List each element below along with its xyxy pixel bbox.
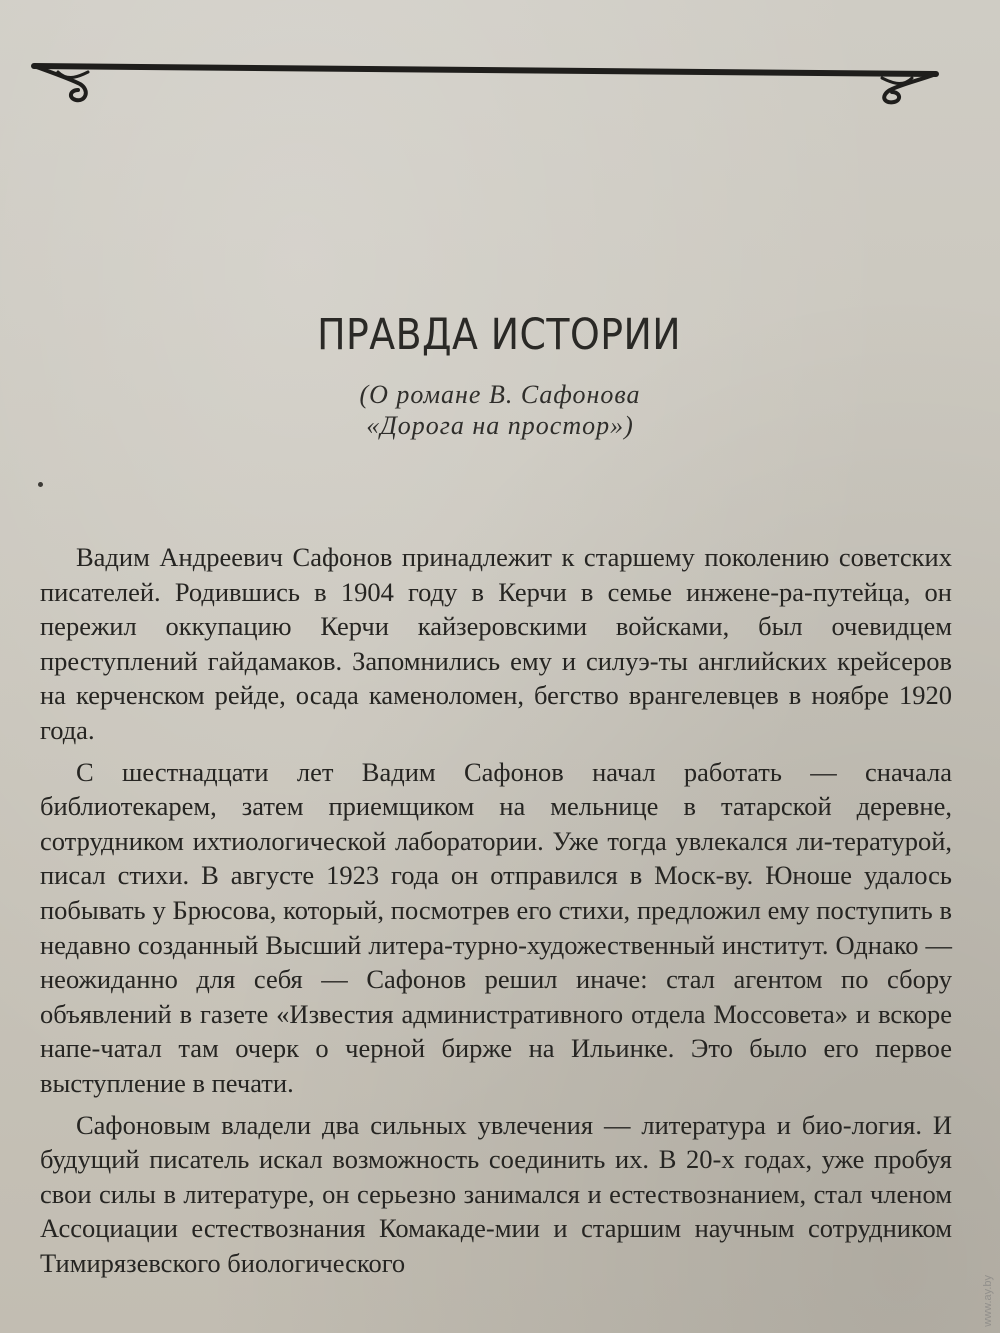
paper-speck (38, 482, 43, 487)
paragraph-3: Сафоновым владели два сильных увлечения — литература и био-логия. И будущий писатель искал возможность соединить их. В 20-х годах, уже пробуя свои силы в литературе, он серьезно занимался и естествознанием, стал членом Ассоциации естествознания Комакаде-мии и старшим научным сотрудником Тимирязевского биологического (40, 1109, 952, 1278)
watermark: www.ay.by (982, 1275, 994, 1327)
subtitle-line-1: (О романе В. Сафонова (359, 380, 641, 409)
paragraph-2: С шестнадцати лет Вадим Сафонов начал работать — сначала библиотекарем, затем приемщиком на мельнице в татарской деревне, сотрудником ихтиологической лаборатории. Уже тогда увлекался ли-тературой, писал стихи. В августе 1923 года он отправился в Моск-ву. Юноше удалось побывать у Брюсова, который, посмотрев его стихи, предложил ему поступить в недавно созданный Высший литера-турно-художественный институт. Однако — неожиданно для себя — Сафонов решил иначе: стал агентом по сбору объявлений в газете «Известия административного отдела Моссовета» и вскоре напе-чатал там очерк о черной бирже на Ильинке. Это было его первое выступление в печати. (40, 756, 952, 1098)
subtitle-line-2: «Дорога на простор») (366, 411, 634, 440)
ornament-header-rule (28, 52, 942, 112)
page-title: ПРАВДА ИСТОРИИ (317, 310, 681, 360)
paragraph-1: Вадим Андреевич Сафонов принадлежит к старшему поколению советских писателей. Родившись в 1904 году в Керчи в семье инжене-ра-путейца, он пережил оккупацию Керчи кайзеровскими войсками, был очевидцем преступлений гайдамаков. Запомнились ему и силуэ-ты английских крейсеров на керченском рейде, осада каменоломен, бегство врангелевцев в ноябре 1920 года. (40, 542, 952, 745)
article-body (40, 540, 952, 1287)
